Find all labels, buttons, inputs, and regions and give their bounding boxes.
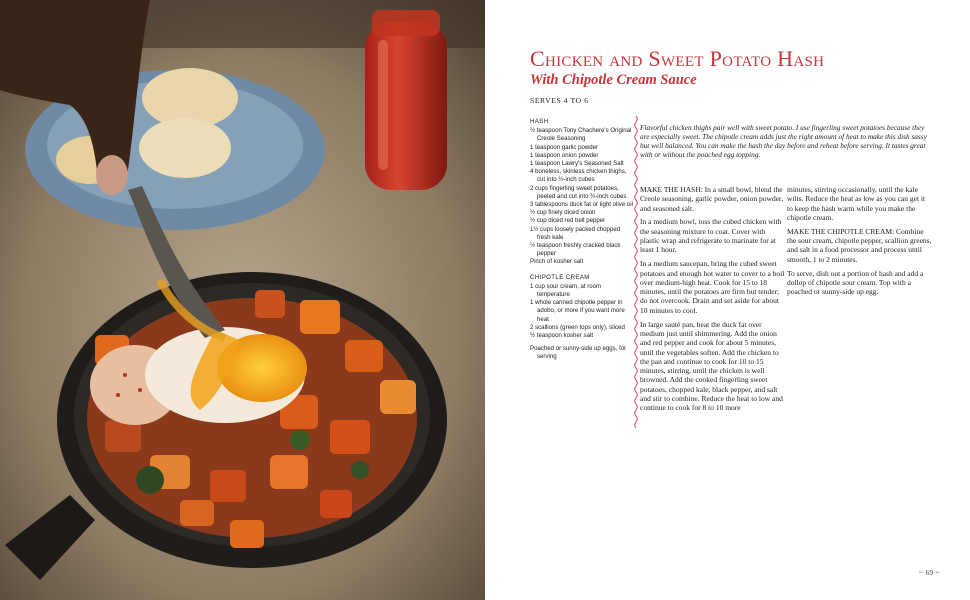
ingredients-list [530, 118, 634, 362]
ingredient-item: 1 cup sour cream, at room temperature [530, 282, 602, 299]
method-paragraph: In large sauté pan, heat the duck fat over medium just until shimmering. Add the onion and red pepper and cook for about 5 minutes, until the vegetables soften. Add the chicken to the pan and continue to cook for 10 to 15 minutes, stirring, until the chicken is well browned. Add the cooked fingerling sweet potatoes, chopped kale, black pepper, and salt and stir to combine. Reduce the heat to low and continue to cook for 8 to 10 more [640, 319, 783, 413]
ingredient-item: 2 scallions (green tops only), sliced [530, 323, 625, 331]
ingredient-item: 1 whole canned chipotle pepper in adobo, or more if you want more heat [530, 299, 625, 323]
ingredient-item: 2 cups fingerling sweet potatoes, peeled and cut into ½-inch cubes [530, 184, 627, 200]
ingredient-item: Pinch of kosher salt [530, 258, 584, 266]
ingredient-item: 3 tablespoons duck fat or light olive oil [530, 201, 633, 209]
page-number: ~ 69 ~ [918, 569, 940, 577]
method-paragraph: To serve, dish out a portion of hash and add a dollop of chipotle sour cream. Top with a poached or sunny-side up egg. [787, 268, 924, 297]
chipotle-cream-heading: CHIPOTLE CREAM [530, 273, 590, 281]
ingredient-item: 1 teaspoon onion powder [530, 151, 599, 159]
method-paragraph: minutes, stirring occasionally, until the kale wilts. Reduce the heat as low as you can get it to keep the hash warm while you make the chipotle cream. [787, 185, 926, 222]
ingredient-item: 1½ cups loosely packed chopped fresh kale [530, 225, 621, 241]
ingredient-item: ½ cup finely diced onion [530, 209, 596, 217]
ingredient-item: ½ teaspoon Tony Chachere's Original Creole Seasoning [530, 127, 632, 143]
ingredient-item: ½ teaspoon freshly cracked black pepper [530, 242, 621, 258]
wavy-divider [633, 116, 639, 428]
method-paragraph: In a medium saucepan, bring the cubed sweet potatoes and enough hot water to cover to a boil over medium-high heat. Cook for 15 to 18 minutes, until the potatoes are firm but tender; do not overcook. Drain and set aside for about 10 minutes to cool. [640, 259, 785, 315]
method-paragraph: In a medium bowl, toss the cubed chicken with the seasoning mixture to coat. Cover with plastic wrap and refrigerate to marinate for at least 1 hour. [640, 217, 782, 255]
hash-ingredients [530, 127, 634, 266]
ingredient-item: ½ teaspoon kosher salt [530, 332, 594, 340]
method-paragraph: MAKE THE HASH: In a small bowl, blend the Creole seasoning, garlic powder, onion powder, and seasoned salt. [640, 185, 784, 213]
hash-heading: HASH [530, 118, 549, 125]
recipe-page [485, 0, 970, 600]
ingredient-item: 1 teaspoon Lawry's Seasoned Salt [530, 160, 624, 168]
serves-line: SERVES 4 TO 6 [530, 96, 589, 105]
recipe-title: Chicken and Sweet Potato Hash [530, 46, 825, 71]
cream-ingredients [530, 283, 634, 340]
method-paragraph: MAKE THE CHIPOTLE CREAM: Combine the sour cream, chipotle pepper, scallion greens, and salt in a food processor and process until smooth, 1 to 2 minutes. [787, 226, 932, 264]
serving-note: Poached or sunny-side up eggs, for serving [530, 345, 627, 361]
recipe-subtitle: With Chipotle Cream Sauce [530, 72, 697, 88]
ingredient-item: 4 boneless, skinless chicken thighs, cut into ½-inch cubes [530, 168, 627, 184]
ingredient-item: 1 teaspoon garlic powder [530, 143, 599, 151]
method-column-2 [787, 185, 932, 301]
recipe-intro: Flavorful chicken thighs pair well with sweet potato. I use fingerling sweet potatoes because they are especially sweet. The chipotle cream adds just the right amount of heat to make this dish sassy but well balanced. You can make the hash the day before and reheat before serving. It tastes great with or without the poached egg topping. [640, 123, 927, 160]
ingredient-item: ½ cup diced red bell pepper [530, 217, 606, 225]
method-column-1 [640, 185, 785, 417]
